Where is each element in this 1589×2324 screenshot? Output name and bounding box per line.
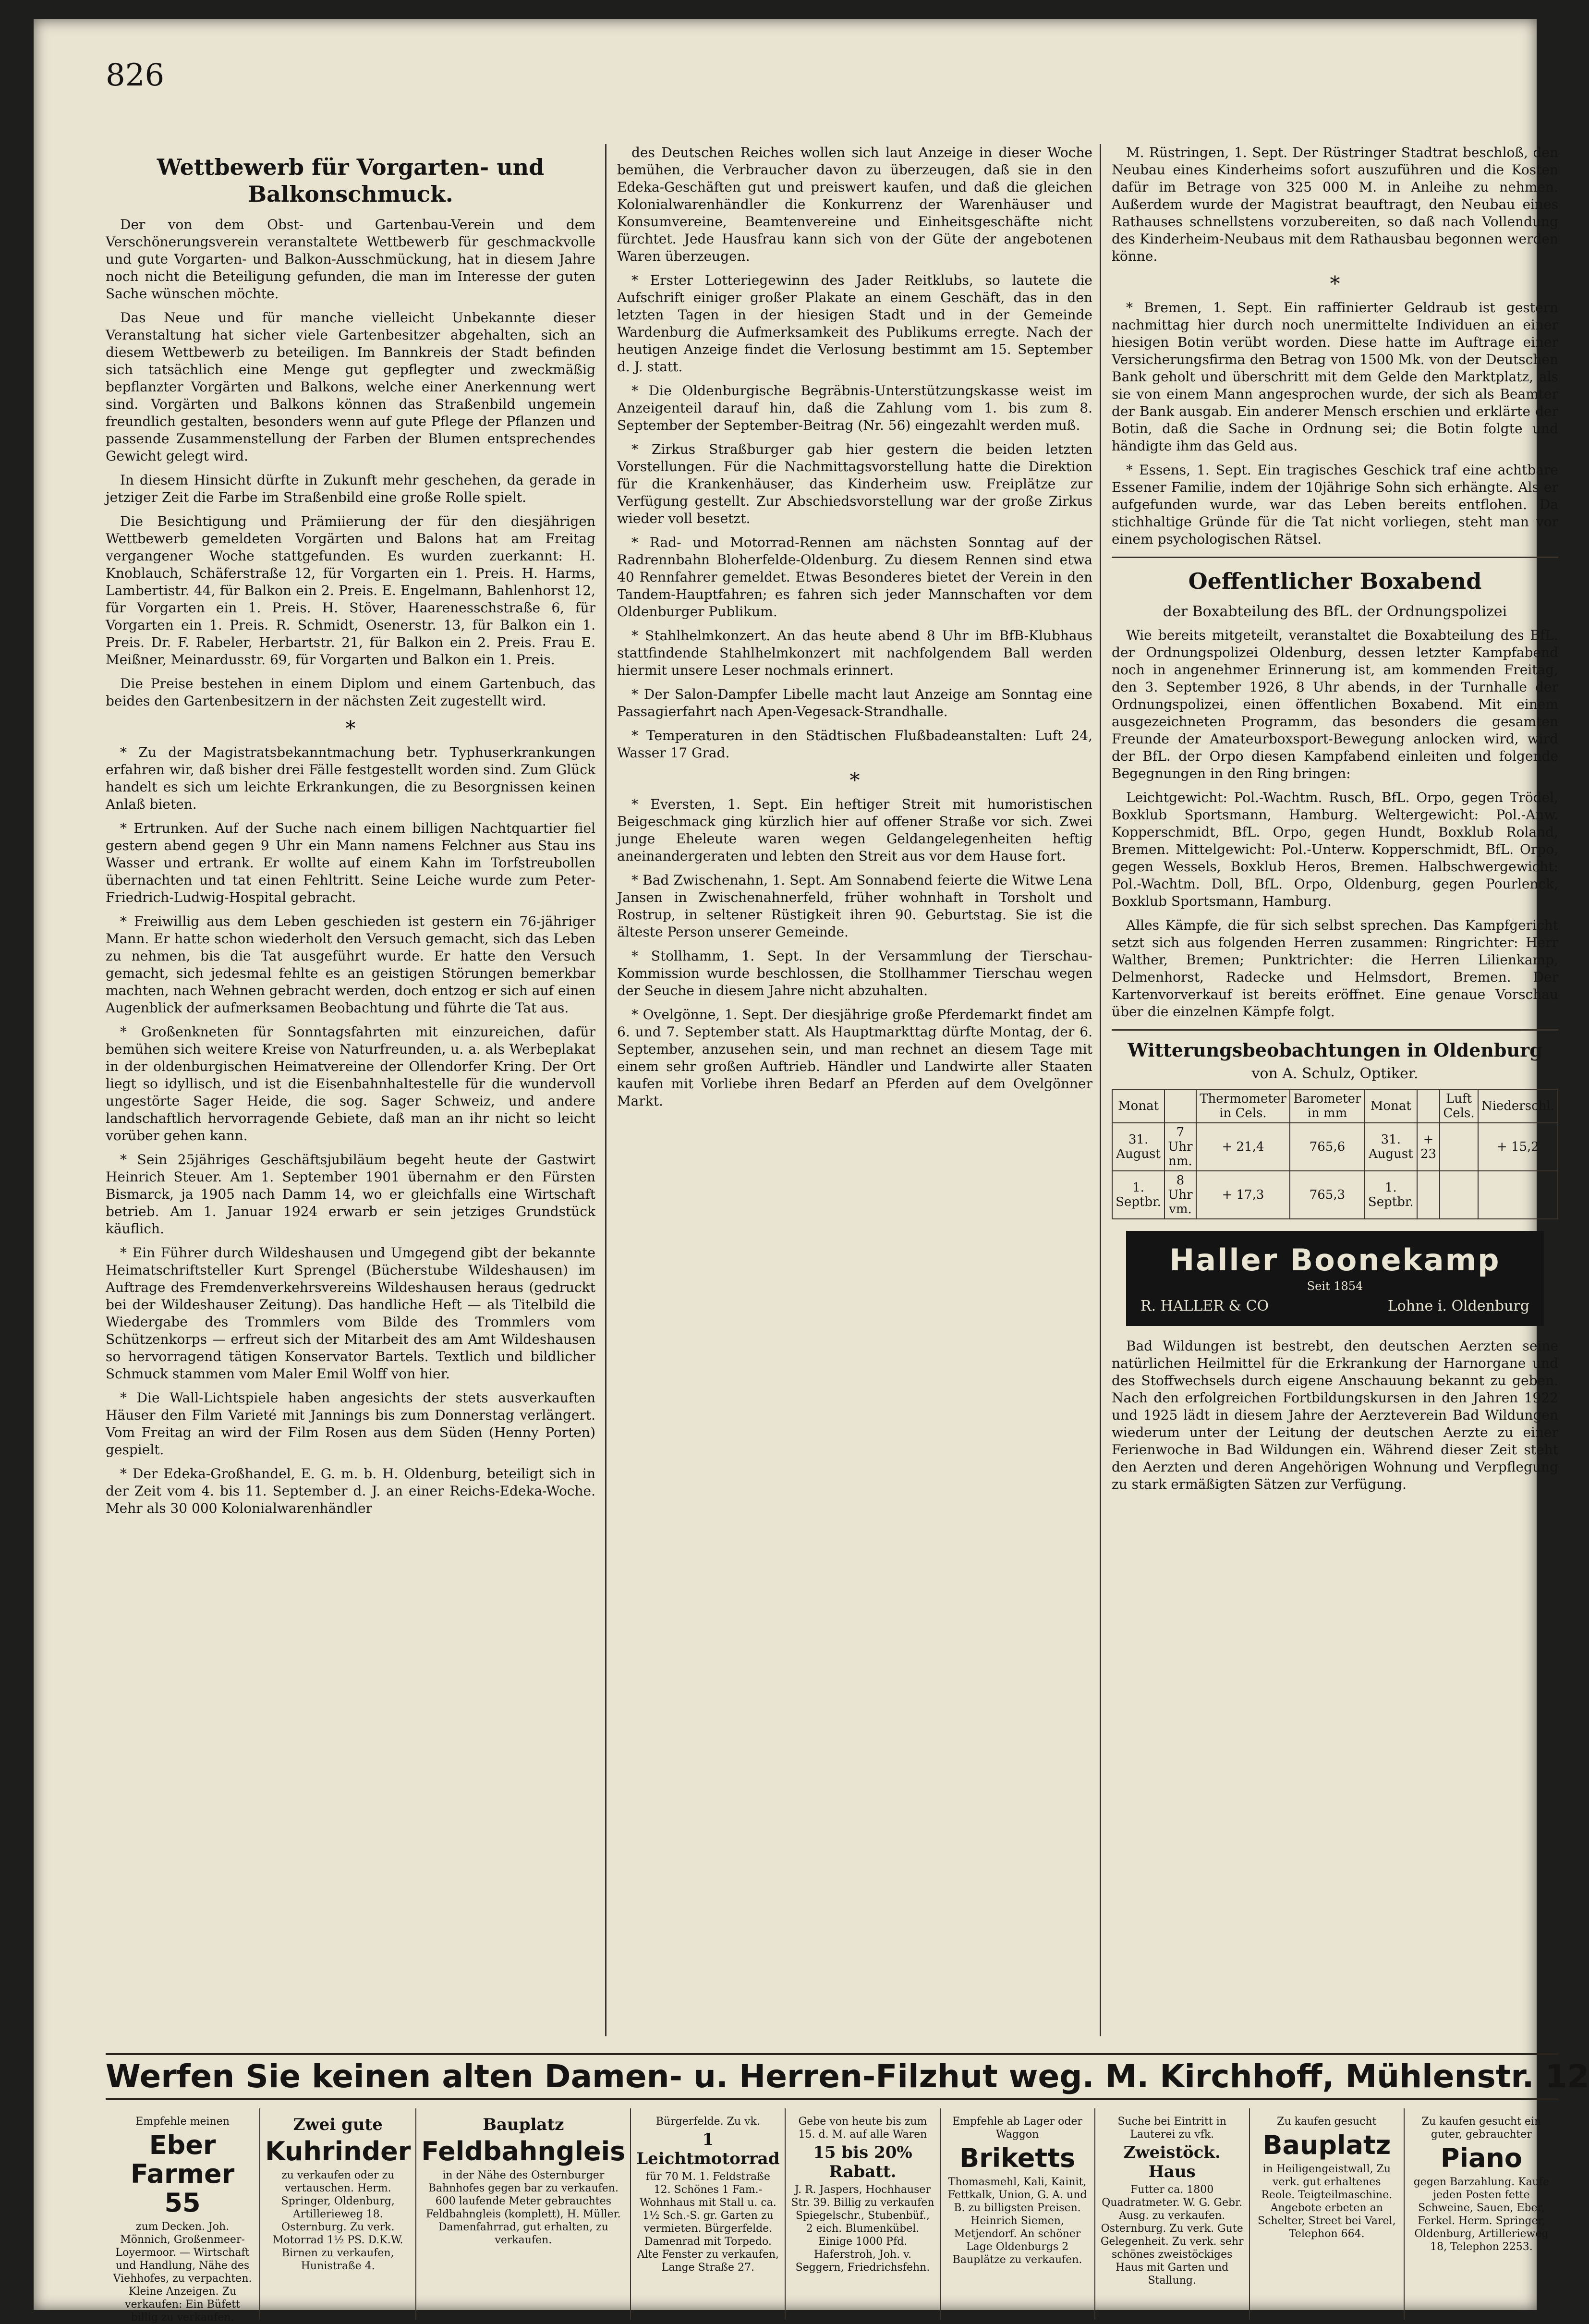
weather-cell: + 15,2	[1478, 1123, 1558, 1171]
weather-subtitle: von A. Schulz, Optiker.	[1251, 1065, 1419, 1082]
article-paragraph: Das Neue und für manche vielleicht Unbekannte dieser Veranstaltung hat sicher viele Gartenbesitzer abgehalten, sich an diesem Wettbewerb zu beteiligen. Im Bannkreis der Stadt befinden sich tatsächlich eine Menge gut gepflegter und zweckmäßig bepflanzter Vorgärten und Balkons, welche einer Anerkennung wert sind. Vorgärten und Balkons können das Straßenbild ungemein freundlich gestalten, besonders wenn auf gute Pflege der Pflanzen und passende Zusammenstellung der Farben der Blumen entsprechendes Gewicht gelegt wird.	[106, 310, 595, 464]
ad-text: für 70 M. 1. Feldstraße 12. Schönes 1 Fam.-Wohnhaus mit Stall u. ca. 1½ Sch.-S. gr. Garten zu vermieten. Bürgerfelde. Damenrad mit Torpedo. Alte Fenster zu verkaufen, Lange Straße 27.	[637, 2171, 779, 2274]
weather-cell: + 17,3	[1196, 1171, 1290, 1219]
news-item: * Zu der Magistratsbekanntmachung betr. Typhuserkrankungen erfahren wir, daß bisher drei Fälle festgestellt worden sind. Zum Glück handelt es sich um leichte Erkrankungen, die zu Besorgnissen keinen Anlaß bieten.	[106, 744, 595, 812]
weather-cell	[1440, 1171, 1478, 1219]
section-star: *	[1330, 272, 1340, 295]
ad-top: Zu kaufen gesucht	[1277, 2116, 1377, 2128]
ad-headline: Briketts	[959, 2143, 1076, 2173]
classified-ad	[106, 2108, 259, 2324]
ad-headline: 15 bis 20% Rabatt.	[813, 2143, 912, 2181]
ad-text: in Heiligengeistwall, Zu verk. gut erhaltenes Reole. Teigteilmaschine. Angebote erbeten an Schelter, Street bei Varel, Telephon 664.	[1258, 2163, 1396, 2240]
news-item: * Bad Zwischenahn, 1. Sept. Am Sonnabend feierte die Witwe Lena Jansen in Zwischenahnerfeld, früher wohnhaft in Torsholt und Rostrup, in seltener Rüstigkeit ihren 90. Geburtstag. Sie ist die älteste Person unserer Gemeinde.	[617, 872, 1092, 940]
news-item: * Rad- und Motorrad-Rennen am nächsten Sonntag auf der Radrennbahn Bloherfelde-Oldenburg. Zu diesem Rennen sind etwa 40 Rennfahrer gemeldet. Etwas Besonderes bietet der Verein in den Tandem-Hauptfahren; es fahren sich jeder Mannschaften vor dem Oldenburger Publikum.	[617, 535, 1092, 620]
ad-text: zum Decken. Joh. Mönnich, Großenmeer-Loyermoor. — Wirtschaft und Handlung, Nähe des Viehhofes, zu verpachten. Kleine Anzeigen. Zu verkaufen: Ein Büfett billig zu verkaufen.	[113, 2221, 252, 2324]
section-star: *	[345, 717, 356, 740]
news-item: * Ein Führer durch Wildeshausen und Umgegend gibt der bekannte Heimatschriftsteller Kurt Sprengel (Bücherstube Wildeshausen) im Auftrage des Fremdenverkehrsvereins Wildeshausen heraus (gedruckt bei der Wildeshauser Zeitung). Das handliche Heft — als Titelbild die Wiedergabe des Trommlers vom Bilde des Trommlers vom Schützenkorps — erfreut sich der Mitarbeit des am Amt Wildeshausen so hervorragend tätigen Konservator Bartels. Textlich und bildlicher Schmuck stammen vom Maler Emil Wolff von hier.	[106, 1245, 595, 1382]
ad-top: Gebe von heute bis zum 15. d. M. auf alle Waren	[798, 2116, 927, 2141]
ad-headline: Zweistöck. Haus	[1123, 2143, 1221, 2181]
haller-boonekamp-ad	[1126, 1231, 1544, 1326]
headline-wettbewerb: Wettbewerb für Vorgarten- und Balkonschmuck.	[157, 154, 545, 207]
weather-cell: 31. August	[1112, 1123, 1164, 1171]
ad-top: Bauplatz	[483, 2115, 564, 2134]
news-item: * Bremen, 1. Sept. Ein raffinierter Geldraub ist gestern nachmittag hier durch noch unermittelte Individuen an einer hiesigen Botin verübt worden. Diese hatte im Auftrage einer Versicherungsfirma den Betrag von 1500 Mk. von der Deutschen Bank geholt und überschritt mit dem Gelde den Marktplatz, als sie von einem Mann angesprochen wurde, der sich als Beamter der Bank ausgab. Ein anderer Mensch erschien und erklärte der Botin, daß die Sache in Ordnung sei; die Botin folgte und händigte ihm das Geld aus.	[1112, 300, 1558, 454]
ad-top: Empfehle meinen	[135, 2116, 230, 2128]
ad-text: gegen Barzahlung. Kaufe jeden Posten fette Schweine, Sauen, Eber, Ferkel. Herm. Springer, Oldenburg, Artillerieweg 18, Telephon 2253.	[1413, 2176, 1550, 2253]
ad-top: Empfehle ab Lager oder Waggon	[952, 2116, 1082, 2141]
headline-boxabend: Oeffentlicher Boxabend	[1188, 568, 1482, 594]
weather-header-cell: Luft Cels.	[1440, 1089, 1478, 1123]
ad-headline: Eber Farmer 55	[130, 2130, 235, 2218]
classified-ad	[630, 2108, 785, 2320]
article-paragraph: Der von dem Obst- und Gartenbau-Verein und dem Verschönerungsverein veranstaltete Wettbewerb für geschmackvolle und gute Vorgarten- und Balkon-Ausschmückung, hat in diesem Jahre noch nicht die Beteiligung gefunden, die man im Interesse der guten Sache wünschen möchte.	[106, 217, 595, 302]
article-paragraph: des Deutschen Reiches wollen sich laut Anzeige in dieser Woche bemühen, die Verbraucher davon zu überzeugen, daß sie in den Edeka-Geschäften gut und preiswert kaufen, und daß die gleichen Kolonialwarenhändler die Konkurrenz der Warenhäuser und Konsumvereine, Beamtenvereine und Einheitsgeschäfte nicht fürchtet. Jede Hausfrau kann sich von der Güte der angebotenen Waren überzeugen.	[617, 145, 1092, 264]
ad-location: Lohne i. Oldenburg	[1387, 1298, 1529, 1314]
weather-cell	[1478, 1171, 1558, 1219]
news-item: * Temperaturen in den Städtischen Flußbadeanstalten: Luft 24, Wasser 17 Grad.	[617, 728, 1092, 761]
filzhut-banner-ad: Werfen Sie keinen alten Damen- u. Herren-Filzhut weg. M. Kirchhoff, Mühlenstr. 12	[106, 2053, 1558, 2100]
weather-cell: 765,6	[1290, 1123, 1365, 1171]
news-item: * Stollhamm, 1. Sept. In der Versammlung der Tierschau-Kommission wurde beschlossen, die Stollhammer Tierschau wegen der Seuche in diesem Jahre nicht abzuhalten.	[617, 948, 1092, 998]
weather-header-cell: Monat	[1112, 1089, 1164, 1123]
news-item: * Eversten, 1. Sept. Ein heftiger Streit mit humoristischen Beigeschmack ging kürzlich hier auf offener Straße vor sich. Zwei junge Eheleute waren wegen Geldangelegenheiten heftig aneinandergeraten und lebten den Streit aus vor dem Hause fort.	[617, 796, 1092, 864]
ad-headline: 1 Leichtmotorrad	[636, 2130, 780, 2168]
classified-ad	[785, 2108, 939, 2320]
weather-cell: 1. Septbr.	[1112, 1171, 1164, 1219]
article-paragraph: Wie bereits mitgeteilt, veranstaltet die Boxabteilung des BfL. der Ordnungspolizei Oldenburg, dessen letzter Kampfabend noch in angenehmer Erinnerung ist, am kommenden Freitag, den 3. September 1926, 8 Uhr abends, in der Turnhalle der Ordnungspolizei, einen öffentlichen Boxabend. Mit einem ausgezeichneten Programm, das besonders die gesamten Freunde der Amateurboxsport-Bewegung anlocken wird, wird der BfL. der Orpo diesen Kampfabend einleiten und folgende Begegnungen in den Ring bringen:	[1112, 627, 1558, 781]
page-number: 826	[106, 58, 165, 93]
weather-cell: 31. August	[1365, 1123, 1417, 1171]
weather-cell: + 21,4	[1196, 1123, 1290, 1171]
weather-table	[1112, 1089, 1558, 1219]
ad-since: Seit 1854	[1307, 1279, 1363, 1293]
news-item: * Der Edeka-Großhandel, E. G. m. b. H. Oldenburg, beteiligt sich in der Zeit vom 4. bis 11. September d. J. an einer Reichs-Edeka-Woche. Mehr als 30 000 Kolonialwarenhändler	[106, 1466, 595, 1516]
classified-ads	[106, 2108, 1558, 2324]
divider	[1112, 1029, 1558, 1031]
weather-header-cell: Thermometer in Cels.	[1196, 1089, 1290, 1123]
column-1	[106, 144, 595, 2036]
column-3	[1112, 144, 1558, 2036]
ad-headline: Piano	[1440, 2143, 1522, 2173]
weather-header-cell: Barometer in mm	[1290, 1089, 1365, 1123]
weather-cell: 1. Septbr.	[1365, 1171, 1417, 1219]
classified-ad	[1249, 2108, 1404, 2320]
divider	[1112, 557, 1558, 558]
classified-ad	[1094, 2108, 1249, 2320]
article-paragraph: Die Besichtigung und Prämiierung der für den diesjährigen Wettbewerb gemeldeten Vorgärten und Balons hat am Freitag vergangener Woche stattgefunden. Es wurden zuerkannt: H. Knoblauch, Schäferstraße 12, für Vorgarten ein 1. Preis. H. Harms, Lambertistr. 44, für Balkon ein 2. Preis. E. Engelmann, Bahlenhorst 12, für Vorgarten ein 1. Preis. H. Stöver, Haarenesschstraße 6, für Vorgarten ein 1. Preis. R. Schmidt, Osenerstr. 13, für Balkon ein 1. Preis. Dr. F. Rabeler, Herbartstr. 21, für Balkon ein 2. Preis. Frau E. Meißner, Meinardusstr. 69, für Vorgarten und Balkon ein 1. Preis.	[106, 513, 595, 668]
weather-cell: 765,3	[1290, 1171, 1365, 1219]
weather-cell	[1417, 1171, 1440, 1219]
news-item: * Die Oldenburgische Begräbnis-Unterstützungskasse weist im Anzeigenteil darauf hin, daß die Zahlung vom 1. bis zum 8. September der September-Beitrag (Nr. 56) eingezahlt werden muß.	[617, 383, 1092, 433]
news-item: Bad Wildungen ist bestrebt, den deutschen Aerzten seine natürlichen Heilmittel für die Erkrankung der Harnorgane und des Stoffwechsels durch eigene Anschauung bekannt zu geben. Nach den erfolgreichen Fortbildungskursen in den Jahren 1922 und 1925 lädt in diesem Jahre der Aerzteverein Bad Wildungen wiederum unter der Leitung der deutschen Aerzte zu einer Ferienwoche in Bad Wildungen ein. Während dieser Zeit steht den Aerzten und deren Angehörigen Wohnung und Verpflegung zu stark ermäßigten Sätzen zur Verfügung.	[1112, 1338, 1558, 1492]
ad-text: zu verkaufen oder zu vertauschen. Herm. Springer, Oldenburg, Artillerieweg 18. Osternburg. Zu verk. Motorrad 1½ PS. D.K.W. Birnen zu verkaufen, Hunistraße 4.	[272, 2169, 403, 2272]
classified-ad	[259, 2108, 415, 2320]
column-rule	[605, 144, 606, 2036]
news-item: * Zirkus Straßburger gab hier gestern die beiden letzten Vorstellungen. Für die Nachmittagsvorstellung hatte die Direktion für die Krankenhäuser, das Kinderheim usw. Freiplätze zur Verfügung gestellt. Zur Abschiedsvorstellung war der große Zirkus wieder voll besetzt.	[617, 441, 1092, 526]
news-item: M. Rüstringen, 1. Sept. Der Rüstringer Stadtrat beschloß, den Neubau eines Kinderheims sofort auszuführen und die Kosten dafür im Betrage von 325 000 M. in Anleihe zu nehmen. Außerdem wurde der Magistrat beauftragt, den Neubau eines Rathauses schnellstens vorzubereiten, so daß nach Vollendung des Kinderheim-Neubaus mit dem Rathausbau begonnen werden könne.	[1112, 145, 1558, 264]
classified-ad	[415, 2108, 630, 2320]
news-item: * Stahlhelmkonzert. An das heute abend 8 Uhr im BfB-Klubhaus stattfindende Stahlhelmkonzert mit nachfolgendem Ball werden hiermit unsere Leser nochmals erinnert.	[617, 628, 1092, 678]
weather-header-cell: Monat	[1365, 1089, 1417, 1123]
news-item: * Der Salon-Dampfer Libelle macht laut Anzeige am Sonntag eine Passagierfahrt nach Apen-Vegesack-Strandhalle.	[617, 686, 1092, 719]
news-item: * Essens, 1. Sept. Ein tragisches Geschick traf eine achtbare Essener Familie, indem der 10jährige Sohn sich erhängte. Als er aufgefunden wurde, war das Leben bereits entflohen. Da stichhaltige Gründe für die Tat nicht vorliegen, steht man vor einem psychologischen Rätsel.	[1112, 462, 1558, 547]
weather-cell	[1440, 1123, 1478, 1171]
classified-ad	[1404, 2108, 1558, 2320]
article-paragraph: Leichtgewicht: Pol.-Wachtm. Rusch, BfL. Orpo, gegen Trödel, Boxklub Sportsmann, Hamburg. Weltergewicht: Pol.-Anw. Kopperschmidt, BfL. Orpo, gegen Hundt, Boxklub Roland, Bremen. Mittelgewicht: Pol.-Unterw. Kopperschmidt, BfL. Orpo, gegen Wessels, Boxklub Heros, Bremen. Halbschwergewicht: Pol.-Wachtm. Doll, BfL. Orpo, Oldenburg, gegen Pourlenck, Boxklub Sportsmann, Hamburg.	[1112, 790, 1558, 909]
news-item: * Freiwillig aus dem Leben geschieden ist gestern ein 76-jähriger Mann. Er hatte schon wiederholt den Versuch gemacht, sich das Leben zu nehmen, bis die Tat ausgeführt wurde. Er hatte den Versuch gemacht, sich jedesmal fehlte es an geistigen Störungen bemerkbar machten, nach Wehnen gebracht werden, doch entzog er sich auf einen Augenblick der aufmerksamen Beobachtung und führte die Tat aus.	[106, 913, 595, 1016]
section-star: *	[849, 768, 860, 792]
ad-company: R. HALLER & CO	[1140, 1298, 1269, 1314]
news-item: * Ovelgönne, 1. Sept. Der diesjährige große Pferdemarkt findet am 6. und 7. September statt. Als Hauptmarkttag dürfte Montag, der 6. September, anzusehen sein, und man rechnet an diesem Tage mit einem sehr großen Auftrieb. Händler und Landwirte aller Staaten kaufen mit Vorliebe ihren Bedarf an Pferden auf dem Ovelgönner Markt.	[617, 1007, 1092, 1109]
article-paragraph: Die Preise bestehen in einem Diplom und einem Gartenbuch, das beides den Gartenbesitzern in der nächsten Zeit zugestellt wird.	[106, 676, 595, 709]
weather-header-cell	[1417, 1089, 1440, 1123]
ad-headline: Feldbahngleis	[421, 2136, 626, 2166]
weather-title: Witterungsbeobachtungen in Oldenburg	[1128, 1039, 1542, 1061]
newspaper-page	[34, 19, 1589, 2324]
weather-cell: + 23	[1417, 1123, 1440, 1171]
ad-top: Zwei gute	[293, 2115, 383, 2134]
ad-title: Haller Boonekamp	[1169, 1242, 1501, 1278]
news-item: * Die Wall-Lichtspiele haben angesichts der stets ausverkauften Häuser den Film Varieté mit Jannings bis zum Donnerstag verlängert. Vom Freitag an wird der Film Rosen aus dem Süden (Henny Porten) gespielt.	[106, 1390, 595, 1458]
ad-text: Thomasmehl, Kali, Kainit, Fettkalk, Union, G. A. und B. zu billigsten Preisen. Heinrich Siemen, Metjendorf. An schöner Lage Oldenburgs 2 Bauplätze zu verkaufen.	[947, 2176, 1087, 2266]
column-2	[617, 144, 1092, 2036]
classified-ad	[940, 2108, 1094, 2320]
weather-header-cell: Niederschl.	[1478, 1089, 1558, 1123]
weather-cell: 7 Uhr nm.	[1164, 1123, 1196, 1171]
ad-text: in der Nähe des Osternburger Bahnhofes gegen bar zu verkaufen. 600 laufende Meter gebrauchtes Feldbahngleis (komplett), H. Müller. Damenfahrrad, gut erhalten, zu verkaufen.	[426, 2169, 621, 2246]
column-rule	[1100, 144, 1101, 2036]
news-item: * Erster Lotteriegewinn des Jader Reitklubs, so lautete die Aufschrift einiger großer Plakate an einem Geschäft, das in den letzten Tagen in der hiesigen Stadt und in der Gemeinde Wardenburg die Aufmerksamkeit des Publikums erregte. Nach der heutigen Anzeige findet die Verlosung bestimmt am 15. September d. J. statt.	[617, 272, 1092, 375]
table-row	[1112, 1123, 1558, 1171]
news-item: * Sein 25jähriges Geschäftsjubiläum begeht heute der Gastwirt Heinrich Steuer. Am 1. September 1901 übernahm er den Fürsten Bismarck, ja 1905 nach Damm 14, wo er gleichfalls eine Wirtschaft betrieb. Am 1. Januar 1924 erwarb er sein jetziges Grundstück käuflich.	[106, 1152, 595, 1237]
ad-text: J. R. Jaspers, Hochhauser Str. 39. Billig zu verkaufen Spiegelschr., Stubenbüf., 2 eich. Blumenkübel. Einige 1000 Pfd. Haferstroh, Joh. v. Seggern, Friedrichsfehn.	[791, 2184, 934, 2274]
subheadline-boxabend: der Boxabteilung des BfL. der Ordnungspolizei	[1163, 603, 1507, 620]
table-row	[1112, 1171, 1558, 1219]
weather-cell: 8 Uhr vm.	[1164, 1171, 1196, 1219]
news-item: * Ertrunken. Auf der Suche nach einem billigen Nachtquartier fiel gestern abend gegen 9 Uhr ein Mann namens Felchner aus Stau ins Wasser und ertrank. Er wollte auf einem Kahn im Torfstreubollen übernachten und tat einen Fehltritt. Seine Leiche wurde zum Peter-Friedrich-Ludwig-Hospital gebracht.	[106, 820, 595, 905]
article-paragraph: Alles Kämpfe, die für sich selbst sprechen. Das Kampfgericht setzt sich aus folgenden Herren zusammen: Ringrichter: Herr Walther, Bremen; Punktrichter: die Herren Lilienkamp, Delmenhorst, Radecke und Helmsdort, Bremen. Der Kartenvorverkauf ist bereits eröffnet. Eine genaue Vorschau über die einzelnen Kämpfe folgt.	[1112, 917, 1558, 1020]
ad-text: Futter ca. 1800 Quadratmeter. W. G. Gebr. Ausg. zu verkaufen. Osternburg. Zu verk. Gute Gelegenheit. Zu verk. sehr schönes zweistöckiges Haus mit Garten und Stallung.	[1100, 2184, 1244, 2287]
news-item: * Großenkneten für Sonntagsfahrten mit einzureichen, dafür bemühen sich weitere Kreise von Naturfreunden, u. a. als Werbeplakat in der oldenburgischen Heimatvereine der Ollendorfer Kring. Der Ort liegt so idyllisch, und ist die Eisenbahnhaltestelle für die wundervoll ungestörte Sager Heide, die sog. Sager Schweiz, und andere landschaftlich hervorragende Gebiete, daß man an ihr nicht so leicht vorüber gehen kann.	[106, 1024, 595, 1144]
ad-top: Bürgerfelde. Zu vk.	[655, 2116, 760, 2128]
ad-headline: Kuhrinder	[265, 2136, 411, 2166]
ad-headline: Bauplatz	[1262, 2130, 1391, 2160]
article-paragraph: In diesem Hinsicht dürfte in Zukunft mehr geschehen, da gerade in jetziger Zeit die Farbe im Straßenbild eine große Rolle spielt.	[106, 472, 595, 505]
ad-top: Zu kaufen gesucht ein guter, gebrauchter	[1421, 2116, 1541, 2141]
ad-top: Suche bei Eintritt in Lauterei zu vfk.	[1117, 2116, 1226, 2141]
weather-header-cell	[1164, 1089, 1196, 1123]
